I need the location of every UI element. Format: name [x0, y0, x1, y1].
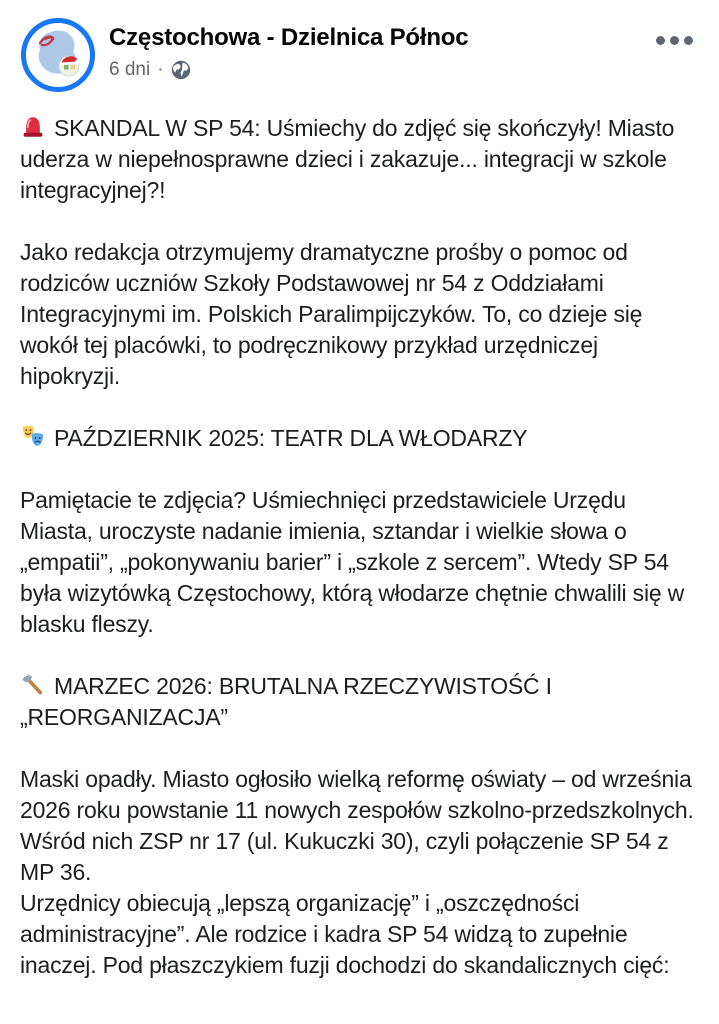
post-section-heading [20, 671, 699, 733]
performing-arts-masks-icon [20, 424, 46, 450]
post-menu-button[interactable] [654, 30, 695, 51]
paragraph-text: MARZEC 2026: BRUTALNA RZECZYWISTOŚĆ I „REORGANIZACJA” [20, 673, 552, 730]
paragraph-text: SKANDAL W SP 54: Uśmiechy do zdjęć się skończyły! Miasto uderza w niepełnosprawne dzieci i zakazuje... integracji w szkole integracyjnej?! [20, 115, 675, 203]
post-paragraph [20, 764, 699, 888]
ellipsis-dot [670, 36, 679, 45]
ellipsis-dot [656, 36, 665, 45]
paragraph-text: Maski opadły. Miasto ogłosiło wielką reformę oświaty – od września 2026 roku powstanie 11 nowych zespołów szkolno-przedszkolnych. Wśród nich ZSP nr 17 (ul. Kukuczki 30), czyli połączenie SP 54 z MP 36. [20, 766, 694, 885]
paragraph-text: Urzędnicy obiecują „lepszą organizację” i „oszczędności administracyjne”. Ale rodzice i kadra SP 54 widzą to zupełnie inaczej. Pod płaszczykiem fuzji dochodzi do skandalicznych cięć: [20, 890, 670, 978]
post-header [0, 0, 719, 93]
post-section-heading [20, 423, 699, 454]
post-body [0, 93, 719, 993]
post-paragraph [20, 888, 699, 981]
page-avatar-image [20, 17, 96, 93]
police-car-light-icon [20, 114, 46, 140]
meta-separator: · [157, 59, 164, 80]
timestamp[interactable]: 6 dni [109, 59, 151, 80]
avatar[interactable] [20, 17, 96, 93]
paragraph-text: Jako redakcja otrzymujemy dramatyczne prośby o pomoc od rodziców uczniów Szkoły Podstawowej nr 54 z Oddziałami Integracyjnymi im. Polskich Paralimpijczyków. To, co dzieje się wokół tej placówki, to podręcznikowy przykład urzędniczej hipokryzji. [20, 239, 643, 389]
post-paragraph-headline [20, 113, 699, 206]
post-paragraph [20, 485, 699, 640]
post-meta [109, 58, 468, 82]
ellipsis-dot [684, 36, 693, 45]
paragraph-text: PAŹDZIERNIK 2025: TEATR DLA WŁODARZY [54, 425, 528, 451]
globe-public-icon [171, 60, 191, 80]
header-text [109, 17, 468, 82]
paragraph-text: Pamiętacie te zdjęcia? Uśmiechnięci przedstawiciele Urzędu Miasta, uroczyste nadanie imienia, sztandar i wielkie słowa o „empatii”, „pokonywaniu barier” i „szkole z sercem”. Wtedy SP 54 była wizytówką Częstochowy, którą włodarze chętnie chwalili się w blasku fleszy. [20, 487, 685, 637]
post-paragraph [20, 237, 699, 392]
page-name[interactable]: Częstochowa - Dzielnica Północ [109, 24, 469, 51]
hammer-icon [20, 672, 46, 698]
